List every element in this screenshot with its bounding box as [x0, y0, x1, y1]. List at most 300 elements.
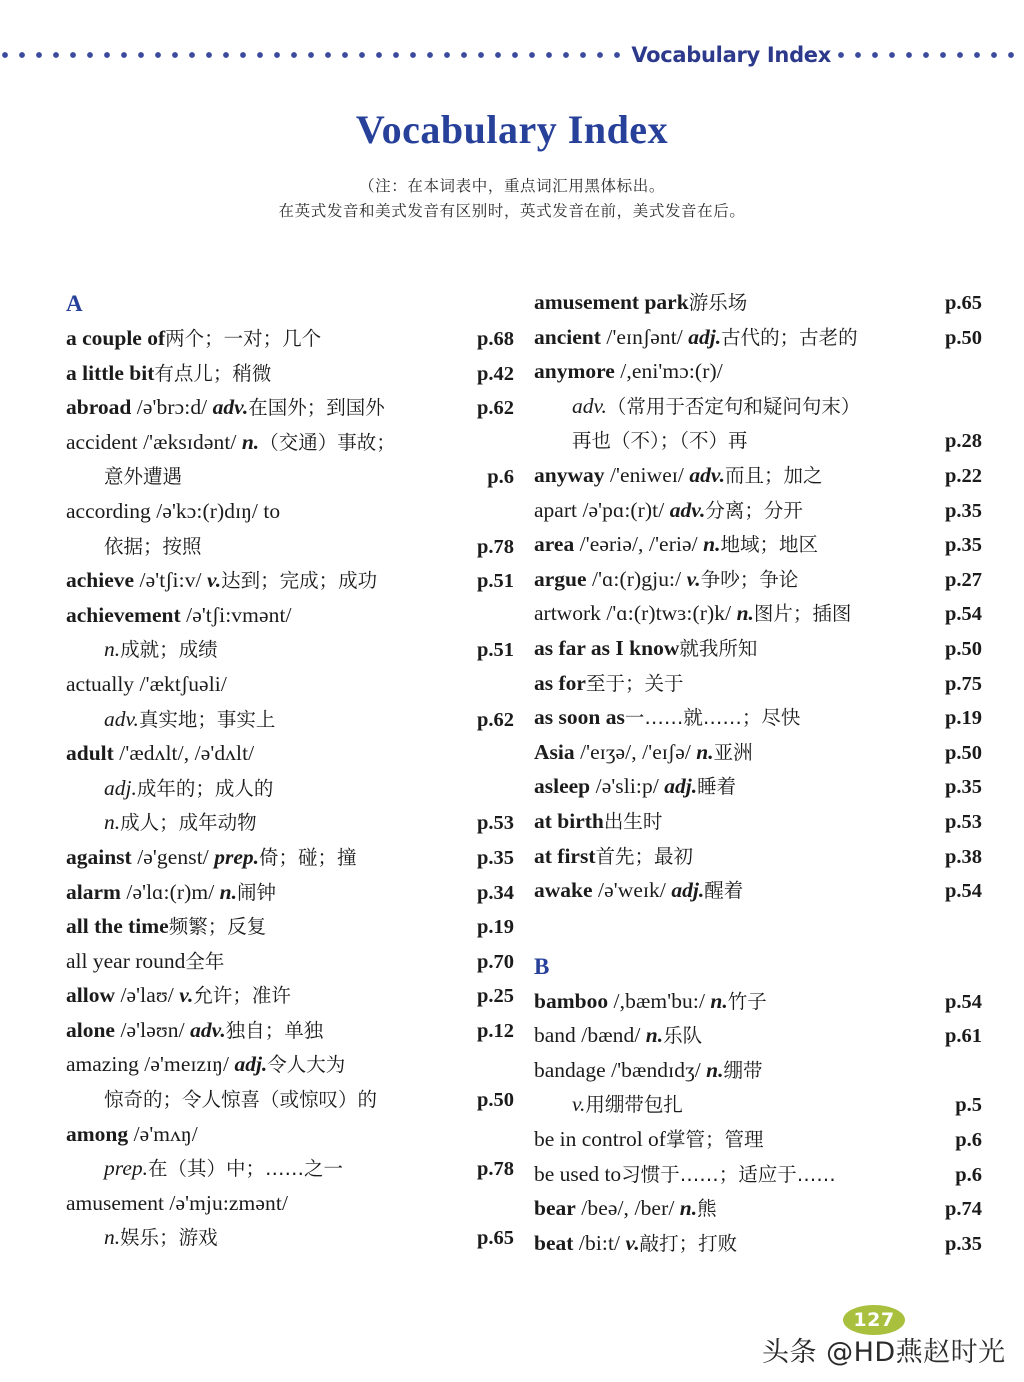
index-entry-text	[534, 670, 939, 695]
index-entry-pronunciation: /bi:t/	[573, 1230, 621, 1255]
index-entry-pronunciation: /beə/, /ber/	[575, 1196, 675, 1221]
index-entry-part-of-speech: adj.	[658, 774, 698, 799]
index-entry-page-ref: p.35	[944, 776, 982, 799]
index-entry-headword: be used to	[534, 1161, 622, 1186]
page-title: Vocabulary Index	[355, 107, 669, 152]
index-entry-text	[534, 1057, 976, 1082]
index-entry-headword: beat	[534, 1230, 574, 1255]
index-entry-text	[534, 635, 939, 660]
index-entry-text	[66, 498, 508, 523]
index-entry-page-ref: p.78	[476, 535, 514, 558]
index-entry-headword: anymore	[534, 359, 615, 384]
index-entry-part-of-speech: n.	[674, 1196, 698, 1221]
index-entry-part-of-speech: adv.	[664, 497, 706, 522]
index-entry-text	[66, 844, 471, 869]
index-entry-text	[66, 948, 471, 973]
index-entry-pronunciation: /,bæm'bu:/	[608, 988, 706, 1013]
index-entry-pronunciation: /ə'kɔ:(r)dɪŋ/	[150, 498, 259, 523]
index-entry-text	[66, 1017, 471, 1042]
index-entry	[534, 1230, 982, 1268]
index-entry-headword: all the time	[66, 914, 169, 939]
index-entry-headword: as for	[534, 670, 586, 695]
index-entry-page-ref: p.70	[476, 950, 514, 973]
index-entry-part-of-speech: n.	[236, 429, 260, 454]
index-entry-headword: against	[66, 844, 132, 869]
index-entry-page-ref: p.50	[944, 637, 982, 660]
index-entry-gloss: 意外遭遇	[104, 465, 183, 489]
index-entry-headword: area	[534, 532, 575, 557]
index-entry-headword: bear	[534, 1196, 576, 1221]
index-entry-pronunciation: /ə'ləʊn/	[114, 1017, 185, 1042]
index-entry-pronunciation: /'bændɪdʒ/	[605, 1057, 701, 1082]
index-entry-part-of-speech: adj.	[665, 878, 705, 903]
index-entry-gloss: 醒着	[704, 879, 744, 903]
index-entry	[534, 462, 982, 500]
index-entry-gloss: 成人；成年动物	[120, 811, 257, 835]
index-entry-gloss: 乐队	[663, 1024, 703, 1048]
index-entry-part-of-speech: adv.	[572, 393, 607, 418]
index-entry-text	[66, 985, 471, 1007]
index-entry-page-ref: p.42	[476, 362, 514, 385]
index-entry-headword: bandage	[534, 1057, 606, 1082]
index-entry	[534, 635, 982, 673]
index-entry	[66, 1190, 514, 1228]
index-entry-text	[66, 1227, 471, 1249]
index-entry-part-of-speech: adj.	[682, 324, 722, 349]
letter-heading-a: A	[66, 291, 83, 316]
index-entry-gloss: 至于；关于	[585, 671, 684, 695]
index-entry	[66, 360, 514, 398]
index-entry-text	[534, 1129, 949, 1151]
index-entry	[66, 985, 514, 1020]
index-entry-pronunciation: /,eni'mɔ:(r)/	[614, 359, 723, 384]
index-entry-page-ref: p.54	[944, 880, 982, 903]
index-entry-text	[534, 843, 939, 868]
index-entry-pronunciation: /ə'lɑ:(r)m/	[120, 879, 215, 904]
index-entry-pronunciation: /ə'mʌŋ/	[128, 1121, 198, 1146]
entry-list-a-left	[66, 328, 514, 1262]
index-entry-text	[66, 1158, 471, 1180]
index-entry-gloss: 熊	[697, 1197, 717, 1221]
index-entry-pronunciation: /ə'genst/	[131, 844, 209, 869]
note-line-1: （注：在本词表中，重点词汇用黑体标出。	[359, 177, 665, 195]
index-entry-part-of-speech: n.	[104, 1225, 121, 1250]
index-entry-gloss: 令人大为	[267, 1053, 346, 1077]
index-entry-text	[66, 1190, 508, 1215]
title-block	[0, 108, 1024, 224]
index-entry-text	[66, 879, 471, 904]
index-entry-text	[534, 707, 939, 729]
index-entry-gloss: 而且；加之	[725, 463, 823, 487]
index-entry-text	[66, 602, 508, 627]
index-entry-page-ref: p.35	[476, 846, 514, 869]
header-dot-leader-right	[836, 47, 1018, 63]
index-entry-page-ref: p.54	[944, 603, 982, 626]
index-entry-text	[66, 536, 471, 558]
index-entry-page-ref: p.74	[944, 1198, 982, 1221]
index-entry-pronunciation: /ə'tʃi:vmənt/	[180, 602, 292, 627]
index-column-right	[534, 292, 982, 1267]
index-entry-part-of-speech: n.	[697, 532, 721, 557]
index-entry-gloss: 娱乐；游戏	[120, 1226, 218, 1250]
index-entry-gloss: 依据；按照	[104, 534, 202, 558]
index-entry	[534, 1129, 982, 1164]
index-entry-page-ref: p.5	[955, 1094, 982, 1117]
index-entry-pronunciation: /ə'sli:p/	[590, 774, 659, 799]
index-entry-headword: as far as I know	[534, 635, 680, 660]
index-entry-text	[534, 988, 939, 1013]
index-entry-text	[66, 1121, 508, 1146]
index-entry	[66, 916, 514, 951]
index-entry-text	[534, 462, 939, 487]
index-entry-page-ref: p.12	[476, 1019, 514, 1042]
index-entry-gloss: 亚洲	[713, 740, 753, 764]
index-entry-headword: a couple of	[66, 326, 166, 350]
index-entry	[534, 880, 982, 915]
index-entry-gloss: 两个；一对；几个	[165, 327, 322, 350]
index-entry	[534, 843, 982, 881]
index-entry-headword: as soon as	[534, 705, 625, 730]
index-entry-part-of-speech: v.	[681, 566, 701, 591]
index-entry-gloss: 掌管；管理	[665, 1128, 764, 1152]
index-entry-headword: accident	[66, 429, 138, 454]
index-entry-gloss: 达到；完成；成功	[221, 569, 378, 593]
index-entry-page-ref: p.51	[476, 639, 514, 662]
index-entry-part-of-speech: n.	[640, 1023, 664, 1048]
index-entry-part-of-speech: adj.	[229, 1052, 268, 1077]
index-entry-headword: abroad	[66, 395, 132, 420]
index-entry-page-ref: p.75	[944, 672, 982, 695]
index-entry	[534, 361, 982, 396]
index-entry-part-of-speech: n.	[214, 879, 237, 904]
index-entry-gloss: 争吵；争论	[700, 567, 799, 591]
entry-list-b	[534, 988, 982, 1268]
letter-heading-b: B	[534, 953, 550, 979]
index-entry-page-ref: p.51	[476, 570, 514, 593]
index-entry-gloss: 就我所知	[679, 636, 758, 660]
index-entry	[534, 808, 982, 846]
index-entry-headword: anyway	[534, 462, 605, 487]
index-entry-pronunciation: /'eəriə/, /'eriə/	[574, 532, 698, 557]
index-entry-headword: alarm	[66, 879, 121, 904]
index-entry-page-ref: p.6	[487, 466, 514, 489]
index-entry	[534, 603, 982, 638]
index-entry	[66, 602, 514, 640]
index-entry-page-ref: p.54	[944, 990, 982, 1013]
index-entry-part-of-speech: adv.	[184, 1017, 226, 1042]
index-entry-text	[66, 671, 508, 696]
index-entry-headword: achieve	[66, 568, 135, 593]
index-entry-text	[534, 603, 944, 625]
index-entry	[66, 879, 514, 917]
index-entry	[66, 743, 514, 778]
index-entry-part-of-speech: n.	[104, 637, 121, 662]
index-entry-part-of-speech: n.	[705, 988, 728, 1013]
index-entry-gloss: 在（其）中；……之一	[148, 1157, 344, 1181]
index-entry-pronunciation: /ə'meɪzɪŋ/	[138, 1052, 230, 1077]
index-entry-pronunciation: /ə'laʊ/	[114, 983, 174, 1008]
index-entry-page-ref: p.78	[476, 1158, 514, 1181]
index-entry-headword: asleep	[534, 774, 591, 799]
index-entry	[534, 292, 982, 327]
index-entry	[66, 570, 514, 605]
index-entry-headword: awake	[534, 878, 593, 903]
index-entry-page-ref: p.61	[944, 1025, 982, 1048]
index-entry-part-of-speech: prep.	[104, 1156, 148, 1181]
index-entry-page-ref: p.38	[944, 845, 982, 868]
index-entry	[66, 844, 514, 882]
index-entry-page-ref: p.25	[476, 985, 514, 1008]
index-entry-pronunciation: /ə'weɪk/	[592, 878, 666, 903]
index-entry-headword: all year round	[66, 948, 186, 973]
index-entry-gloss: 睡着	[697, 775, 737, 799]
index-entry	[66, 1227, 514, 1262]
index-entry-gloss: 游乐场	[688, 291, 748, 314]
index-entry-page-ref: p.50	[944, 741, 982, 764]
index-entry-text	[534, 534, 939, 556]
index-entry	[66, 498, 514, 536]
index-entry-gloss: （常用于否定句和疑问句末）	[606, 394, 861, 418]
index-entry-text	[534, 566, 939, 591]
index-entry-text	[66, 916, 471, 938]
index-entry-headword: artwork	[534, 601, 601, 626]
index-entry-headword: at birth	[534, 808, 604, 833]
index-entry-gloss: 成就；成绩	[120, 638, 218, 662]
index-entry-headword: amazing	[66, 1052, 139, 1077]
index-entry-gloss: 古代的；古老的	[721, 325, 858, 349]
index-entry	[66, 948, 514, 986]
index-entry	[534, 707, 982, 742]
index-entry-text	[66, 360, 471, 385]
index-entry-pronunciation: /'ɑ:(r)twɜ:(r)k/	[600, 601, 732, 626]
index-entry-text	[534, 497, 939, 522]
index-entry	[534, 566, 982, 604]
index-entry-pronunciation: /ə'mju:zmənt/	[163, 1190, 289, 1215]
index-entry-pronunciation: /'ædʌlt/, /ə'dʌlt/	[113, 741, 255, 766]
index-entry-part-of-speech: n.	[690, 739, 714, 764]
index-entry-page-ref: p.34	[476, 881, 514, 904]
index-entry-gloss: （交通）事故；	[259, 430, 396, 454]
index-entry-headword: bamboo	[534, 988, 609, 1013]
index-entry-text	[66, 328, 471, 350]
index-entry-gloss: 倚；碰；撞	[259, 845, 357, 869]
index-entry-headword: allow	[66, 983, 115, 1008]
index-entry-headword: at first	[534, 843, 596, 868]
index-entry	[534, 534, 982, 569]
index-entry-part-of-speech: v.	[201, 568, 222, 593]
index-entry-headword: apart	[534, 497, 577, 522]
running-header	[0, 38, 1024, 72]
index-entry-text	[66, 812, 471, 834]
index-entry-pronunciation: /'eniweɪ/	[604, 462, 684, 487]
index-entry-page-ref: p.65	[944, 292, 982, 314]
index-entry-text	[66, 743, 508, 765]
index-entry	[534, 497, 982, 535]
index-entry-pronunciation: /ə'pɑ:(r)t/	[576, 497, 665, 522]
index-entry-gloss: 用绷带包扎	[585, 1093, 683, 1117]
index-entry-page-ref: p.68	[476, 328, 514, 350]
index-entry-headword: argue	[534, 566, 587, 591]
index-entry-text	[66, 1054, 508, 1076]
index-entry	[534, 670, 982, 708]
index-entry-text	[66, 1089, 471, 1111]
index-entry-text	[66, 775, 508, 800]
index-entry	[534, 1198, 982, 1233]
index-entry-page-ref: p.53	[476, 812, 514, 835]
index-entry-gloss: 真实地；事实上	[138, 707, 276, 731]
index-entry	[66, 1121, 514, 1159]
index-entry-text	[534, 430, 939, 452]
index-entry-headword: actually	[66, 671, 135, 696]
index-entry	[66, 328, 514, 363]
index-entry-page-ref: p.35	[944, 534, 982, 557]
index-entry-gloss: 全年	[185, 949, 225, 973]
index-entry-gloss: 图片；插图	[753, 602, 852, 626]
index-entry-text	[66, 570, 476, 592]
index-entry	[534, 776, 982, 811]
index-entry-gloss: 闹钟	[237, 880, 277, 904]
index-entry-text	[534, 361, 976, 383]
index-entry-pronunciation: /'æktʃuəli/	[134, 671, 227, 696]
index-entry-page-ref: p.53	[944, 810, 982, 833]
index-entry	[66, 1089, 514, 1124]
index-entry-text	[534, 880, 939, 902]
index-entry-page-ref: p.22	[944, 464, 982, 487]
index-entry-page-ref: p.28	[944, 430, 982, 453]
index-entry-headword: achievement	[66, 602, 181, 627]
index-entry	[66, 671, 514, 709]
index-entry-page-ref: p.19	[944, 707, 982, 730]
index-entry-text	[534, 324, 944, 349]
index-entry-headword: among	[66, 1121, 129, 1146]
index-entry-part-of-speech: n.	[731, 601, 754, 626]
index-entry-gloss: 独自；单独	[225, 1018, 324, 1042]
index-entry-headword: band	[534, 1023, 576, 1048]
index-entry-part-of-speech: n.	[104, 810, 121, 835]
index-entry	[66, 1017, 514, 1055]
index-entry	[66, 429, 514, 467]
index-entry-text	[534, 1094, 949, 1116]
index-entry-text	[66, 429, 508, 454]
index-entry-gloss: 允许；准许	[193, 984, 291, 1008]
index-entry-part-of-speech: prep.	[208, 844, 260, 869]
index-entry-text	[534, 292, 939, 314]
index-entry-gloss: 敲打；打败	[639, 1231, 738, 1255]
index-entry-gloss: 频繁；反复	[168, 915, 267, 939]
index-entry-page-ref: p.62	[476, 397, 514, 420]
index-entry-pronunciation: /'æksɪdənt/	[137, 429, 237, 454]
index-entry-part-of-speech: adj.	[104, 775, 137, 800]
index-entry-page-ref: p.19	[476, 916, 514, 939]
index-entry	[534, 739, 982, 777]
index-entry-page-ref: p.50	[944, 326, 982, 349]
index-entry-text	[66, 397, 476, 419]
index-entry-page-ref: p.35	[944, 1232, 982, 1255]
index-entry	[534, 988, 982, 1026]
index-entry	[534, 1094, 982, 1129]
index-entry-gloss: 首先；最初	[595, 844, 694, 868]
index-entry	[66, 536, 514, 571]
entry-list-a-right	[534, 292, 982, 915]
index-entry	[66, 1158, 514, 1193]
index-entry	[534, 393, 982, 431]
index-entry-text	[66, 466, 481, 488]
index-entry-page-ref: p.50	[476, 1089, 514, 1112]
index-entry-text	[66, 706, 471, 731]
index-column-left	[66, 292, 514, 1267]
index-entry-text	[534, 393, 976, 418]
index-entry	[534, 324, 982, 362]
index-entry-page-ref: p.6	[955, 1129, 982, 1152]
index-entry	[534, 1025, 982, 1060]
index-entry-headword: amusement	[66, 1190, 164, 1215]
index-entry-headword: ancient	[534, 324, 601, 349]
index-entry-gloss: 成年的；成人的	[136, 776, 274, 800]
index-entry-text	[534, 808, 939, 833]
index-entry-pronunciation: /ə'brɔ:d/	[131, 395, 208, 420]
index-entry-text	[534, 776, 939, 798]
index-entry-headword: be in control of	[534, 1127, 666, 1152]
note-line-2: 在英式发音和美式发音有区别时，英式发音在前，美式发音在后。	[278, 202, 746, 221]
index-entry	[534, 1057, 982, 1095]
index-entry-gloss: 有点儿；稍微	[154, 361, 272, 385]
index-entry-gloss: 一……就……；尽快	[624, 706, 801, 730]
page-number-badge: 127	[843, 1305, 905, 1335]
index-columns	[0, 292, 1024, 1267]
index-entry	[66, 775, 514, 813]
index-entry-part-of-speech: adv.	[104, 706, 139, 731]
index-entry-part-of-speech: adv.	[684, 462, 725, 487]
index-entry-gloss: 地域；地区	[720, 533, 818, 557]
index-entry-gloss: 惊奇的；令人惊喜（或惊叹）的	[104, 1088, 378, 1112]
index-entry-text	[534, 1198, 939, 1220]
index-entry-gloss: 出生时	[603, 809, 663, 833]
index-entry-gloss: 竹子	[727, 989, 767, 1013]
index-entry	[534, 430, 982, 465]
index-entry-headword: according	[66, 498, 151, 523]
header-title: Vocabulary Index	[631, 42, 831, 67]
index-entry-text	[534, 1230, 939, 1255]
index-entry-page-ref: p.65	[476, 1227, 514, 1250]
index-entry	[66, 812, 514, 847]
index-entry-pronunciation: /'eɪʒə/, /'eɪʃə/	[574, 739, 691, 764]
index-entry-gloss: 在国外；到国外	[248, 396, 385, 420]
index-entry-text	[534, 1025, 939, 1047]
index-entry-headword: Asia	[534, 739, 575, 764]
index-entry-part-of-speech: n.	[700, 1057, 724, 1082]
index-entry	[66, 706, 514, 744]
index-entry-gloss: 习惯于……；适应于……	[621, 1162, 836, 1186]
index-entry-part-of-speech: v.	[620, 1230, 640, 1255]
index-entry-page-ref: p.35	[944, 499, 982, 522]
index-entry-headword: adult	[66, 741, 114, 766]
index-entry-gloss: to	[258, 498, 281, 523]
index-entry	[66, 639, 514, 674]
index-entry-page-ref: p.27	[944, 568, 982, 591]
index-entry-gloss: 绷带	[723, 1058, 763, 1082]
index-entry-pronunciation: /'ɑ:(r)gju:/	[586, 566, 682, 591]
watermark: 头条 @HD燕赵时光	[762, 1337, 1006, 1368]
index-entry	[66, 466, 514, 501]
index-entry-part-of-speech: v.	[173, 983, 194, 1008]
index-entry	[66, 1054, 514, 1089]
index-entry-gloss: 再也（不）；（不）再	[572, 429, 748, 453]
header-dot-leader-left	[0, 47, 626, 63]
index-entry-pronunciation: /bænd/	[575, 1023, 641, 1048]
index-entry-headword: amusement park	[534, 290, 689, 314]
index-entry-pronunciation: /ə'tʃi:v/	[134, 568, 202, 593]
index-entry-text	[534, 739, 939, 764]
